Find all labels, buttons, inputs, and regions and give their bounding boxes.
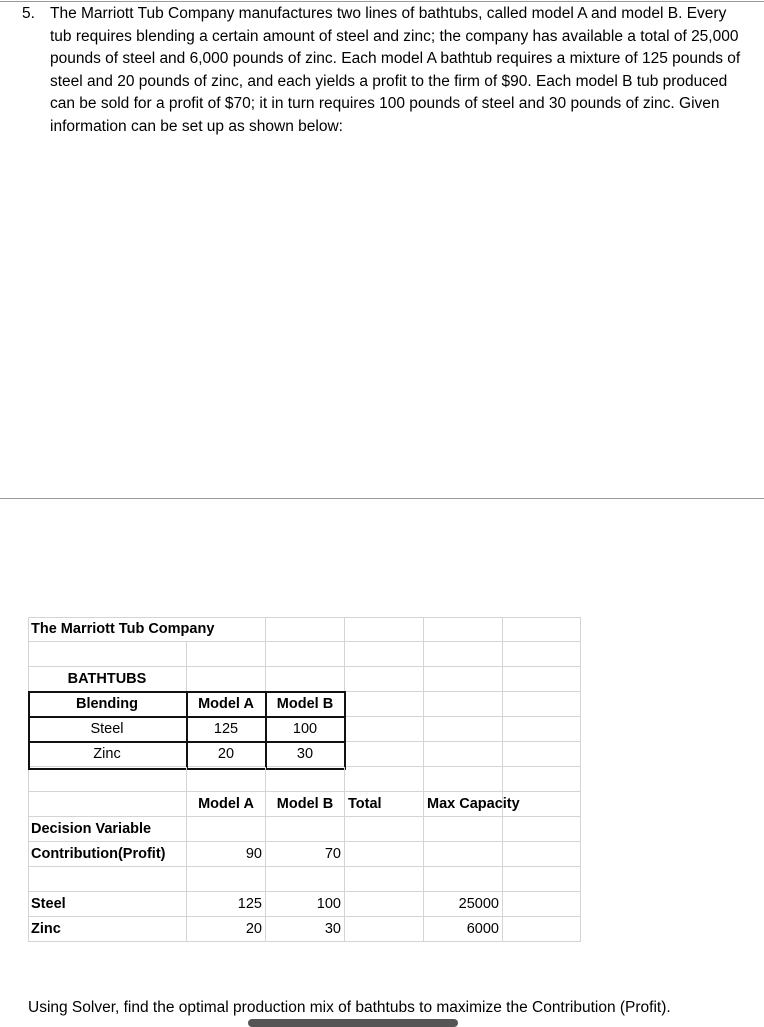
blending-model-a-header[interactable]: Model A <box>187 692 266 717</box>
zinc-constraint-total[interactable] <box>345 917 424 942</box>
decision-variable-label[interactable]: Decision Variable <box>28 817 187 842</box>
steel-constraint-label[interactable]: Steel <box>28 892 187 917</box>
cell[interactable] <box>28 792 187 817</box>
cell[interactable] <box>424 617 503 642</box>
blending-col-rule <box>186 691 188 770</box>
cell[interactable] <box>424 642 503 667</box>
steel-constraint-a[interactable]: 125 <box>187 892 266 917</box>
sheet-title[interactable]: The Marriott Tub Company <box>28 617 266 642</box>
blending-zinc-b[interactable]: 30 <box>266 742 345 767</box>
cell[interactable] <box>266 642 345 667</box>
cell[interactable] <box>503 767 581 792</box>
cell[interactable] <box>503 717 581 742</box>
cell[interactable] <box>345 642 424 667</box>
decision-variable-b[interactable] <box>266 817 345 842</box>
cell[interactable] <box>345 867 424 892</box>
top-rule <box>0 1 764 2</box>
bathtubs-label[interactable]: BATHTUBS <box>28 667 187 692</box>
decision-variable-a[interactable] <box>187 817 266 842</box>
blending-col-rule <box>265 691 267 770</box>
cell[interactable] <box>266 767 345 792</box>
blending-model-b-header[interactable]: Model B <box>266 692 345 717</box>
cell[interactable] <box>503 742 581 767</box>
section-divider <box>0 498 764 499</box>
problem-statement <box>22 3 746 139</box>
cell[interactable] <box>424 767 503 792</box>
steel-max-capacity[interactable]: 25000 <box>424 892 503 917</box>
total-header[interactable]: Total <box>345 792 424 817</box>
cell[interactable] <box>503 642 581 667</box>
cell[interactable] <box>28 642 187 667</box>
cell[interactable] <box>345 767 424 792</box>
cell[interactable] <box>345 742 424 767</box>
cell[interactable] <box>266 667 345 692</box>
contribution-label[interactable]: Contribution(Profit) <box>28 842 187 867</box>
cell[interactable] <box>503 667 581 692</box>
solver-instruction: Using Solver, find the optimal production mix of bathtubs to maximize the Contribution (Profit). <box>28 999 671 1016</box>
cell[interactable] <box>424 692 503 717</box>
cell[interactable] <box>503 792 581 817</box>
blending-steel-a[interactable]: 125 <box>187 717 266 742</box>
cell[interactable] <box>28 767 187 792</box>
cell[interactable] <box>503 917 581 942</box>
cell[interactable] <box>503 692 581 717</box>
cell[interactable] <box>424 867 503 892</box>
zinc-constraint-label[interactable]: Zinc <box>28 917 187 942</box>
cell[interactable] <box>424 742 503 767</box>
zinc-constraint-b[interactable]: 30 <box>266 917 345 942</box>
cell[interactable] <box>187 767 266 792</box>
max-capacity-header[interactable]: Max Capacity <box>424 792 503 817</box>
cell[interactable] <box>424 667 503 692</box>
cell[interactable] <box>424 717 503 742</box>
cell[interactable] <box>345 617 424 642</box>
zinc-constraint-a[interactable]: 20 <box>187 917 266 942</box>
blending-steel-label[interactable]: Steel <box>28 717 187 742</box>
horizontal-scrollbar[interactable] <box>248 1019 458 1027</box>
contribution-b[interactable]: 70 <box>266 842 345 867</box>
blending-steel-b[interactable]: 100 <box>266 717 345 742</box>
blending-zinc-a[interactable]: 20 <box>187 742 266 767</box>
cell[interactable] <box>345 667 424 692</box>
model-b-header[interactable]: Model B <box>266 792 345 817</box>
cell[interactable] <box>345 692 424 717</box>
cell[interactable] <box>266 867 345 892</box>
steel-constraint-total[interactable] <box>345 892 424 917</box>
cell[interactable] <box>345 817 424 842</box>
model-a-header[interactable]: Model A <box>187 792 266 817</box>
cell[interactable] <box>424 817 503 842</box>
cell[interactable] <box>187 867 266 892</box>
cell[interactable] <box>187 642 266 667</box>
cell[interactable] <box>503 867 581 892</box>
cell[interactable] <box>503 892 581 917</box>
cell[interactable] <box>28 867 187 892</box>
blending-zinc-label[interactable]: Zinc <box>28 742 187 767</box>
problem-number: 5. <box>22 5 35 22</box>
cell[interactable] <box>345 717 424 742</box>
cell[interactable] <box>266 617 345 642</box>
steel-constraint-b[interactable]: 100 <box>266 892 345 917</box>
zinc-max-capacity[interactable]: 6000 <box>424 917 503 942</box>
cell[interactable] <box>503 842 581 867</box>
contribution-a[interactable]: 90 <box>187 842 266 867</box>
cell[interactable] <box>503 617 581 642</box>
problem-text: The Marriott Tub Company manufactures two lines of bathtubs, called model A and model B. Every tub requires blending a certain amount of steel and zinc; the company has available a total of 25,000 pounds of steel and 6,000 pounds of zinc. Each model A bathtub requires a mixture of 125 pounds of steel and 20 pounds of zinc, and each yields a profit to the firm of $90. Each model B tub produced can be sold for a profit of $70; it in turn requires 100 pounds of steel and 30 pounds of zinc. Given information can be set up as shown below: <box>50 5 741 135</box>
blending-header[interactable]: Blending <box>28 692 187 717</box>
contribution-total[interactable] <box>345 842 424 867</box>
cell[interactable] <box>424 842 503 867</box>
cell[interactable] <box>187 667 266 692</box>
cell[interactable] <box>503 817 581 842</box>
